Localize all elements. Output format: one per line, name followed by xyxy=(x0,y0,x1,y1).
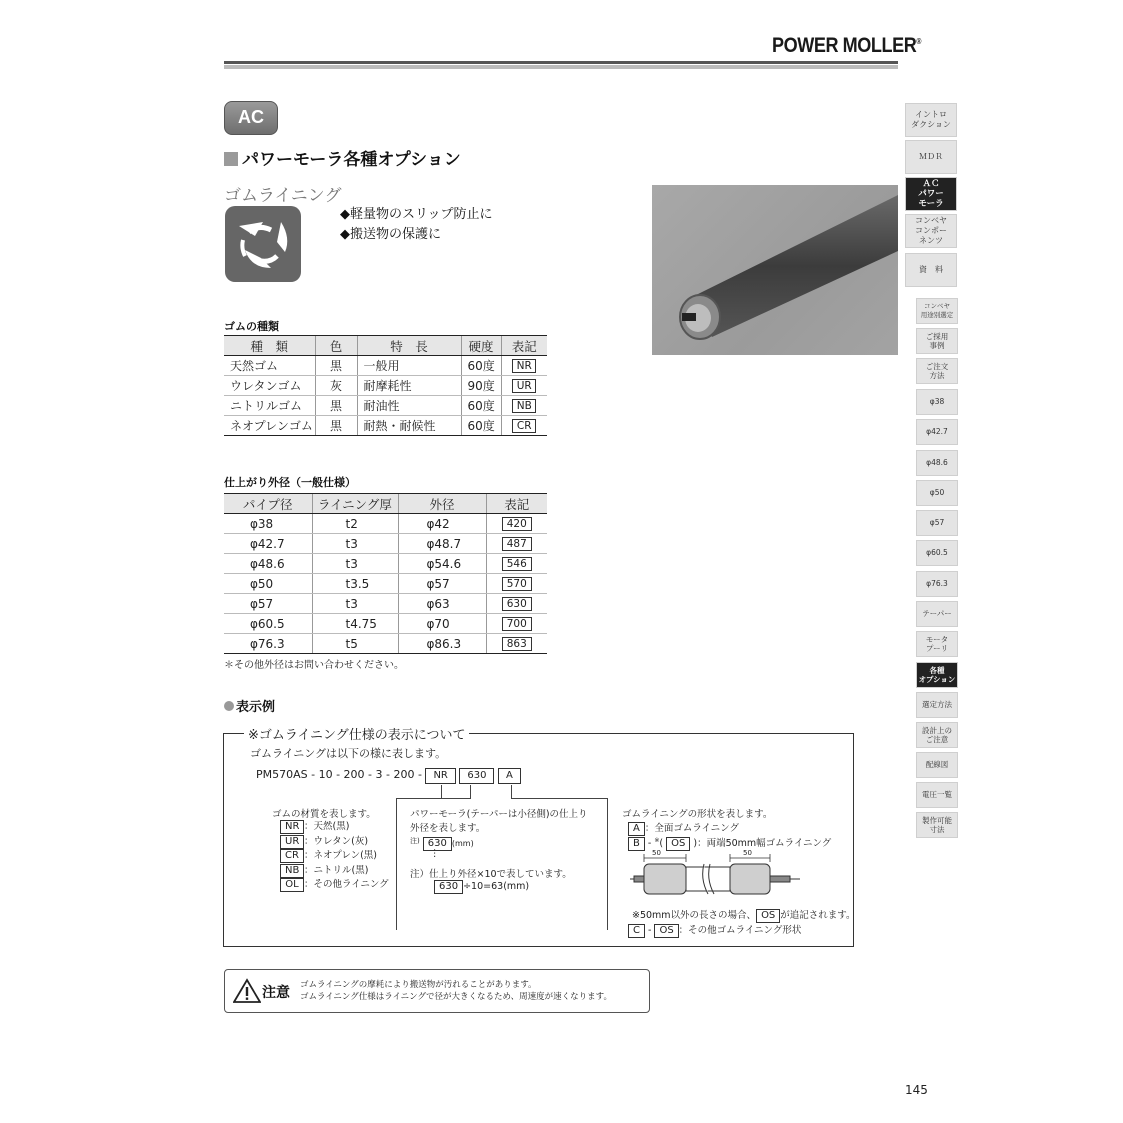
warning-icon xyxy=(233,978,261,1004)
table-row xyxy=(224,356,547,376)
shape-a: A ：全面ゴムライニング xyxy=(628,820,739,836)
code-box: UR xyxy=(280,835,304,849)
sub-tab-d42-7[interactable]: φ42.7 xyxy=(916,419,958,445)
list-item: CR ：ネオプレン(黒) xyxy=(280,849,389,864)
code-box: OL xyxy=(280,878,304,892)
side-tab-mdr[interactable]: ＭＤＲ xyxy=(905,140,957,174)
rubber-table-caption: ゴムの種類 xyxy=(224,320,279,333)
example-heading: 表示例 xyxy=(224,696,275,715)
table-cell: φ60.5 xyxy=(224,614,312,634)
rubber-lining-icon xyxy=(225,206,301,282)
code-box: NB xyxy=(512,399,536,413)
table-cell: t3 xyxy=(312,534,398,554)
table-cell: φ38 xyxy=(224,514,312,534)
material-title: ゴムの材質を表します。 xyxy=(272,809,376,820)
page-number: 145 xyxy=(905,1083,928,1097)
table-cell: φ54.6 xyxy=(398,554,486,574)
table-cell: ニトリルゴム xyxy=(224,396,315,416)
roller-photo xyxy=(652,185,898,355)
code-box: 630 xyxy=(502,597,532,611)
table-cell: t3 xyxy=(312,554,398,574)
table-row xyxy=(224,396,547,416)
code-box: A xyxy=(628,822,645,836)
column-header: 種 類 xyxy=(224,336,315,356)
column-header: 表記 xyxy=(486,494,547,514)
code-box: 630 xyxy=(459,768,494,784)
table-row xyxy=(224,614,547,634)
connector-line xyxy=(396,798,470,799)
table-cell: 耐摩耗性 xyxy=(357,376,461,396)
table-header-row xyxy=(224,336,547,356)
diameter-note: ＊その他外径はお問い合わせください。 xyxy=(224,660,404,671)
sub-tab-selection-by-use[interactable]: コンベヤ 用途別選定 xyxy=(916,298,958,324)
list-item: NB ：ニトリル(黒) xyxy=(280,864,389,879)
table-cell xyxy=(501,376,547,396)
column-header: パイプ径 xyxy=(224,494,312,514)
table-cell: 耐熱・耐候性 xyxy=(357,416,461,436)
sub-tab-d60-5[interactable]: φ60.5 xyxy=(916,540,958,566)
table-cell: ウレタンゴム xyxy=(224,376,315,396)
table-cell: φ42 xyxy=(398,514,486,534)
sub-tab-dimensions[interactable]: 製作可能 寸法 xyxy=(916,812,958,838)
code-box: OS xyxy=(756,909,780,923)
code-box: NB xyxy=(280,864,304,878)
table-cell: φ76.3 xyxy=(224,634,312,654)
table-cell: φ57 xyxy=(398,574,486,594)
diameter-table-caption: 仕上がり外径（一般仕様） xyxy=(224,476,356,489)
connector-line xyxy=(511,798,608,799)
table-cell xyxy=(486,514,547,534)
side-tab-ac-power-moller[interactable]: ＡＣ パワー モーラ xyxy=(905,177,957,211)
table-cell: 90度 xyxy=(461,376,501,396)
example-box-title: ※ゴムライニング仕様の表示について xyxy=(244,724,469,743)
column-header: 外径 xyxy=(398,494,486,514)
table-cell: φ48.6 xyxy=(224,554,312,574)
sub-tab-options[interactable]: 各種 オプション xyxy=(916,662,958,688)
table-row xyxy=(224,594,547,614)
feature-item: ◆搬送物の保護に xyxy=(340,227,442,242)
table-row xyxy=(224,376,547,396)
code-box: OS xyxy=(654,924,678,938)
table-cell xyxy=(486,594,547,614)
table-cell: t2 xyxy=(312,514,398,534)
caution-label: 注意 xyxy=(262,985,290,1001)
table-cell: φ48.7 xyxy=(398,534,486,554)
sub-tab-ordering[interactable]: ご注文 方法 xyxy=(916,358,958,384)
code-box: C xyxy=(628,924,645,938)
connector-line xyxy=(511,785,512,799)
sub-tab-motor-pulley[interactable]: モータ プーリ xyxy=(916,631,958,657)
table-cell xyxy=(486,534,547,554)
subtitle: ゴムライニング xyxy=(224,186,342,206)
dimension-label: 50 xyxy=(652,849,661,857)
side-tab-intro[interactable]: イントロ ダクション xyxy=(905,103,957,137)
table-cell: 灰 xyxy=(315,376,357,396)
code-box: B xyxy=(628,837,645,851)
table-cell: 黒 xyxy=(315,356,357,376)
sub-tab-selection-method[interactable]: 選定方法 xyxy=(916,692,958,718)
connector-line xyxy=(441,785,442,799)
diameter-desc-line1: パワーモーラ(テーパーは小径側)の仕上り xyxy=(410,809,588,820)
table-cell: 黒 xyxy=(315,396,357,416)
table-cell: φ50 xyxy=(224,574,312,594)
sub-tab-case-studies[interactable]: ご採用 事例 xyxy=(916,328,958,354)
code-box: NR xyxy=(425,768,455,784)
table-row xyxy=(224,554,547,574)
table-cell: t5 xyxy=(312,634,398,654)
connector-line xyxy=(607,798,608,930)
caution-line: ゴムライニングの摩耗により搬送物が汚れることがあります。 xyxy=(300,980,537,990)
code-box: CR xyxy=(280,849,304,863)
list-item: UR ：ウレタン(灰) xyxy=(280,835,389,850)
code-box: 630 xyxy=(423,837,452,851)
table-row xyxy=(224,514,547,534)
table-cell xyxy=(501,396,547,416)
table-cell: 60度 xyxy=(461,396,501,416)
table-cell: 一般用 xyxy=(357,356,461,376)
diameter-desc-line2: 外径を表します。 xyxy=(410,823,486,834)
code-box: 570 xyxy=(502,577,532,591)
shape-title: ゴムライニングの形状を表します。 xyxy=(622,809,773,820)
table-cell xyxy=(486,554,547,574)
code-box: OS xyxy=(666,837,690,851)
sub-tab-taper[interactable]: テーパー xyxy=(916,601,958,627)
diameter-note: 注）仕上り外径×10で表しています。 xyxy=(410,869,572,880)
feature-item: ◆軽量物のスリップ防止に xyxy=(340,207,493,222)
column-header: 硬度 xyxy=(461,336,501,356)
code-box: NR xyxy=(280,820,304,834)
shape-c: C - OS ：その他ゴムライニング形状 xyxy=(628,922,801,938)
code-box: CR xyxy=(512,419,536,433)
code-box: 487 xyxy=(502,537,532,551)
sub-tab-voltage[interactable]: 電圧一覧 xyxy=(916,782,958,808)
caution-line: ゴムライニング仕様はライニングで径が大きくなるため、周速度が速くなります。 xyxy=(300,992,612,1002)
header-rule-light xyxy=(224,65,898,69)
section-title: パワーモーラ各種オプション xyxy=(224,145,461,170)
diameter-table xyxy=(224,493,547,654)
material-list xyxy=(280,820,389,893)
table-cell: t3 xyxy=(312,594,398,614)
ac-badge: AC xyxy=(224,101,278,135)
list-item: NR ：天然(黒) xyxy=(280,820,389,835)
sub-tab-d48-6[interactable]: φ48.6 xyxy=(916,450,958,476)
side-tab-materials[interactable]: 資 料 xyxy=(905,253,957,287)
code-box: 630 xyxy=(434,880,463,894)
table-cell: φ63 xyxy=(398,594,486,614)
caution-text xyxy=(300,979,612,1003)
shape-b: B - ※( OS )：両端50mm幅ゴムライニング xyxy=(628,835,831,851)
table-cell: φ70 xyxy=(398,614,486,634)
table-cell: 60度 xyxy=(461,356,501,376)
ellipsis: ⋮ xyxy=(430,848,440,859)
square-bullet-icon xyxy=(224,152,238,166)
table-cell: 天然ゴム xyxy=(224,356,315,376)
dimension-label: 50 xyxy=(743,849,752,857)
column-header: 色 xyxy=(315,336,357,356)
column-header: ライニング厚 xyxy=(312,494,398,514)
table-row xyxy=(224,534,547,554)
code-box: A xyxy=(498,768,521,784)
diameter-calc: 630 ÷10=63(mm) xyxy=(434,880,529,894)
side-tab-conveyor-components[interactable]: コンベヤ コンポー ネンツ xyxy=(905,214,957,248)
table-cell: t4.75 xyxy=(312,614,398,634)
column-header: 表記 xyxy=(501,336,547,356)
feature-list xyxy=(340,205,492,245)
table-cell: φ86.3 xyxy=(398,634,486,654)
header-rule-dark xyxy=(224,61,898,64)
code-box: UR xyxy=(512,379,536,393)
example-intro: ゴムライニングは以下の様に表します。 xyxy=(250,747,447,760)
table-cell xyxy=(486,574,547,594)
shape-note: ※50mm以外の長さの場合、 OS が追記されます。 xyxy=(632,910,856,921)
code-box: 420 xyxy=(502,517,532,531)
sub-tab-d50[interactable]: φ50 xyxy=(916,480,958,506)
code-box: NR xyxy=(512,359,536,373)
table-cell xyxy=(501,416,547,436)
connector-line xyxy=(396,798,397,930)
table-row xyxy=(224,634,547,654)
table-row xyxy=(224,574,547,594)
rubber-type-table xyxy=(224,335,547,436)
caution-box xyxy=(224,969,650,1013)
diameter-example: $^{注)}$ 630 (mm) xyxy=(410,837,474,849)
code-box: 863 xyxy=(502,637,532,651)
code-box: 700 xyxy=(502,617,532,631)
table-cell: 黒 xyxy=(315,416,357,436)
column-header: 特 長 xyxy=(357,336,461,356)
sub-tab-d76-3[interactable]: φ76.3 xyxy=(916,571,958,597)
sub-tab-wiring[interactable]: 配線図 xyxy=(916,752,958,778)
sub-tab-d57[interactable]: φ57 xyxy=(916,510,958,536)
table-cell xyxy=(486,634,547,654)
circle-bullet-icon xyxy=(224,701,234,711)
table-cell: φ57 xyxy=(224,594,312,614)
table-cell: 耐油性 xyxy=(357,396,461,416)
table-cell xyxy=(486,614,547,634)
table-cell: φ42.7 xyxy=(224,534,312,554)
table-cell xyxy=(501,356,547,376)
model-prefix: PM570AS - 10 - 200 - 3 - 200 - xyxy=(256,768,422,781)
model-code xyxy=(256,768,521,784)
table-row xyxy=(224,416,547,436)
sub-tab-d38[interactable]: φ38 xyxy=(916,389,958,415)
table-header-row xyxy=(224,494,547,514)
table-cell: 60度 xyxy=(461,416,501,436)
table-cell: ネオプレンゴム xyxy=(224,416,315,436)
brand-logo: POWER MOLLER® xyxy=(772,34,921,57)
sub-tab-design-notes[interactable]: 設計上の ご注意 xyxy=(916,722,958,748)
list-item: OL ：その他ライニング xyxy=(280,878,389,893)
connector-line xyxy=(470,785,471,799)
table-cell: t3.5 xyxy=(312,574,398,594)
code-box: 546 xyxy=(502,557,532,571)
